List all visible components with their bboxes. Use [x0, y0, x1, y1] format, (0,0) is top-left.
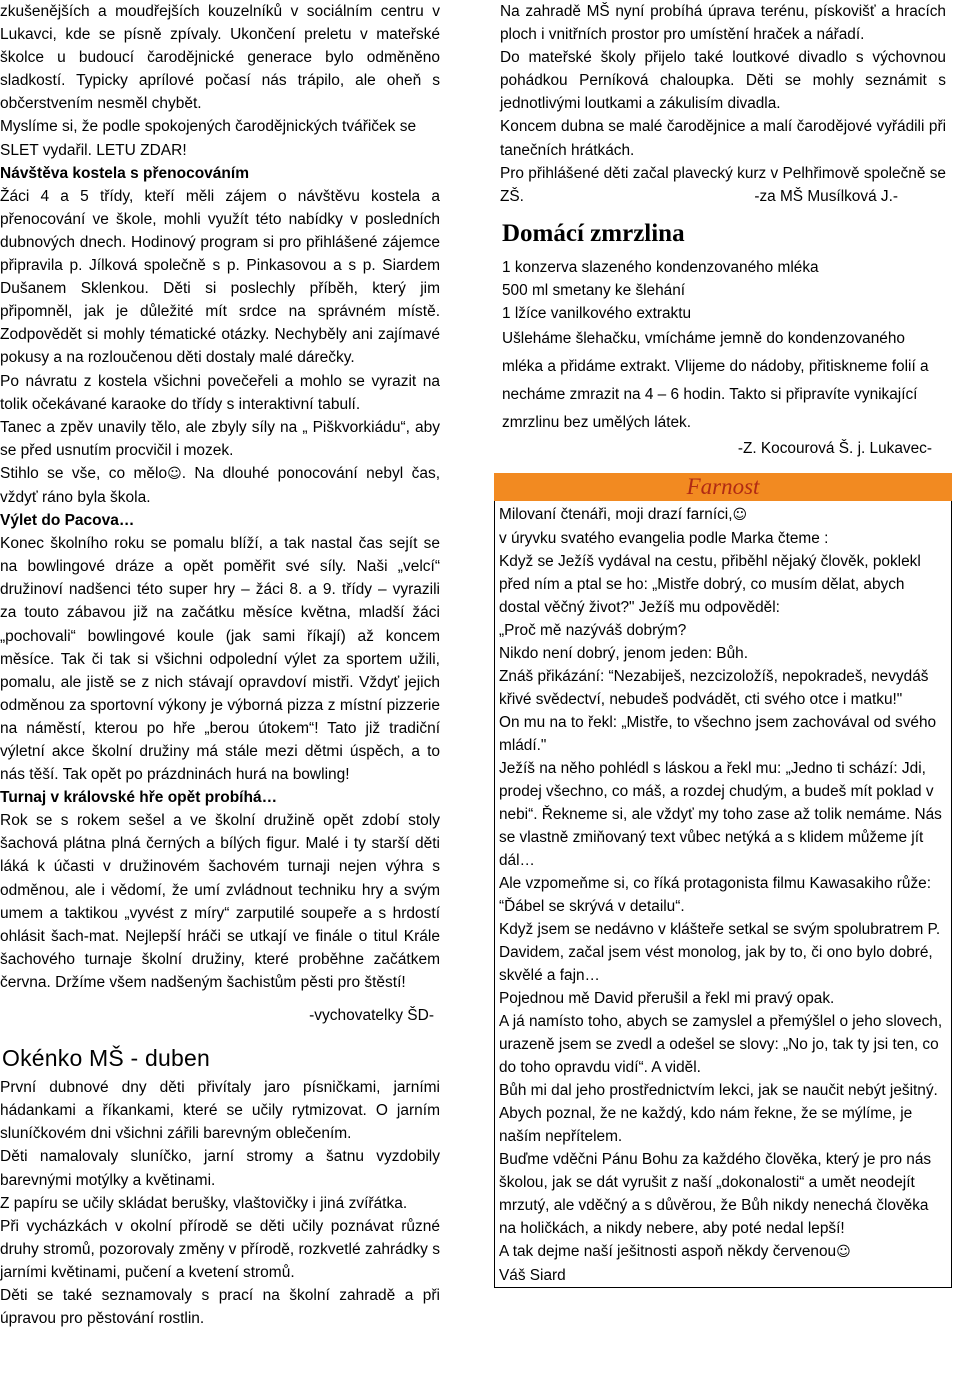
ms-section: [494, 0, 952, 208]
navsteva-paragraph-3: Tanec a zpěv unavily tělo, ale zbyly síly na „ Piškvorkiádu“, aby se před usnutím procvičil i mozek.: [0, 418, 440, 459]
intro-paragraph-1: zkušenějších a moudřejších kouzelníků v sociálním centru v Lukavci, kde se písně zpívaly. Ukončení preletu v mateřské školce u budoucí čarodějnické generace bylo odměněno sladkostí. Typicky aprílové počasí nás trápilo, ale oheň s občerstvením nesměl chybět.: [0, 3, 440, 113]
stihlo-text-after: . Na dlouhé ponocování nebyl čas, vždyť ráno byla škola.: [0, 464, 441, 506]
okenko-paragraph-3: Z papíru se učily skládat berušky, vlaštovičky i jiná zvířátka.: [0, 1194, 408, 1212]
ms-paragraph-1: Na zahradě MŠ nyní probíhá úprava terénu, pískovišť a hracích ploch i vnitřních prostor pro umístění hraček a nářadí.: [500, 3, 946, 44]
smiley-icon: ☺: [167, 465, 182, 482]
okenko-paragraph-5: Děti se také seznamovaly s prací na školní zahradě a při úpravou pro pěstování rostlin.: [0, 1286, 440, 1328]
zmrzlina-ingredient-3: 1 lžíce vanilkového extraktu: [502, 304, 692, 322]
stihlo-text-before: Stihlo se vše, co mělo: [0, 464, 168, 482]
farnost-line-9: “Ďábel se skrývá v detailu“.: [499, 897, 685, 915]
farnost-banner: Farnost: [494, 473, 952, 501]
intro-paragraph-2: Myslíme si, že podle spokojených čarodějnických tvářiček se SLET vydařil. LETU ZDAR!: [0, 118, 417, 159]
ms-paragraph-4: Pro přihlášené děti začal plavecký kurz v Pelhřimově společně se ZŠ.: [500, 164, 946, 205]
turnaj-signature: -vychovatelky ŠD-: [309, 1007, 434, 1025]
farnost-line-5: Znáš přikázání: “Nezabiješ, nezcizoložíš, nepokradeš, nevydáš křivé svědectví, nebudeš podvádět, cti svého otce i matku!": [499, 667, 929, 708]
farnost-greeting: [499, 503, 947, 527]
ms-paragraph-2: Do mateřské školy přijelo také loutkové divadlo s výchovnou pohádkou Perníková chaloupka. Děti se mohly seznámit s jednotlivými loutkami a zákulisím divadla.: [500, 49, 946, 113]
farnost-line-6: On mu na to řekl: „Mistře, to všechno jsem zachovával od svého mládí.": [499, 713, 937, 754]
farnost-line-2: Když se Ježíš vydával na cestu, přiběhl nějaký člověk, poklekl před ním a ptal se ho: „Mistře dobrý, co musím dělat, abych dostal věčný život?" Ježíš mu odpověděl:: [499, 552, 921, 616]
farnost-line-3: „Proč mě nazýváš dobrým?: [499, 621, 687, 639]
farnost-line-8: Ale vzpomeňme si, co říká protagonista filmu Kawasakiho růže:: [499, 874, 931, 892]
farnost-greeting-text: Milovaní čtenáři, moji drazí farníci,: [499, 505, 733, 523]
navsteva-heading: Návštěva kostela s přenocováním: [0, 164, 249, 182]
farnost-line-10: Když jsem se nedávno v klášteře setkal se svým spolubratrem P. Davidem, začal jsem vést monolog, jak by to, či ono bylo dobré, skvělé a fajn…: [499, 920, 941, 984]
farnost-line-13: Bůh mi dal jeho prostřednictvím lekci, jak se naučit nebýt ješitný. Abych poznal, že ne každý, kdo nám řekne, že se mýlíme, je naším nepřítelem.: [499, 1081, 938, 1145]
turnaj-paragraph: Rok se s rokem sešel a ve školní družině opět zdobí stoly šachová plátna plná černých a bílých figur. Malé i ty starší děti láká k účasti v družinovém šachovém turnaji nejen výhra s odměnou, ale i vědomí, že umí zvládnout techniku hry a svým umem a taktikou „vyvést z míry“ zarputilé soupeře a s hrdostí ohlásit šach-mat. Nejlepší hráči se utkají ve finále o titul Krále šachového turnaje školní družiny, které proběhne začátkem června. Držíme všem nadšeným šachistům pěsti pro štěstí!: [0, 812, 440, 991]
smiley-icon: ☺: [836, 1243, 851, 1260]
navsteva-paragraph-1: Žáci 4 a 5 třídy, kteří měli zájem o návštěvu kostela a přenocování ve škole, mohli využít této nabídky v posledních dubnových dnech. Hodinový program si pro přihlášené zájemce připravila p. Jílková společně s p. Pinkasovou a s p. Siardem Dušanem Sklenkou. Děti si poslechly příběh, který jim připomněl, jak je důležité mít srdce na správném místě. Zodpovědět si mohly tématické otázky. Nechyběly ani zajímavé pokusy a na rozloučenou děti dostaly malé dárečky.: [0, 187, 440, 367]
farnost-closing-text: A tak dejme naší ješitnosti aspoň někdy červenou: [499, 1242, 837, 1260]
farnost-line-14: Buďme vděčni Pánu Bohu za každého člověka, který je pro nás školou, jak se dát vyrušit z naší „dokonalosti“ a umět neodejít mrzutý, ale vděčný a s důvěrou, že Bůh nikdy nenechá člověka na holičkách, a nikdy nebere, aby poté nedal lepší!: [499, 1150, 932, 1237]
farnost-line-12: A já namísto toho, abych se zamyslel a přemýšlel o jeho slovech, urazeně jsem se zvedl a odešel se slovy: „No jo, tak ty jsi ten, co do toho opravdu vidí“. A vidĕl.: [499, 1012, 943, 1076]
stihlo-paragraph: [0, 462, 440, 509]
farnost-signature: Váš Siard: [499, 1266, 566, 1284]
farnost-line-1: v úryvku svatého evangelia podle Marka čteme :: [499, 529, 829, 547]
zmrzlina-method: Ušleháme šlehačku, vmícháme jemně do kondenzovaného mléka a přidáme extrakt. Vlijeme do nádoby, přitiskneme folií a necháme zmrazit na 4 – 6 hodin. Takto si připravíte vynikající zmrzlinu bez umělých látek.: [502, 329, 929, 431]
farnost-line-4: Nikdo není dobrý, jenom jeden: Bůh.: [499, 644, 748, 662]
farnost-closing: [499, 1240, 947, 1264]
turnaj-heading: Turnaj v královské hře opět probíhá…: [0, 789, 278, 807]
pacov-paragraph: Konec školního roku se pomalu blíží, a tak nastal čas sejít se na bowlingové dráze a opět poměřit své síly. Naši „velcí“ družinoví nadšenci této super hry – žáci 8. a 9. třídy – vyrazili za touto zábavou již na začátku měsíce května, mladší žáci „pochovali“ bowlingové koule (jak sami říkají) až koncem měsíce. Tak či tak si všichni odpolední výlet za sportem užili, pomalu, ale jistě se z nich stávají opravdoví mistři. Vždyť jejich odměnou za sportovní výkony je výborná pizza z místní pizzerie na náměstí, kterou po hře „berou útokem“! Tato již tradiční výletní akce školní družiny má stále mezi dětmi úspěch, a to nás těší. Tak opět po prázdninách hurá na bowling!: [0, 535, 440, 784]
okenko-title: Okénko MŠ - duben: [2, 1045, 210, 1072]
farnost-line-7: Ježíš na něho pohlédl s láskou a řekl mu: „Jedno ti schází: Jdi, prodej všechno, co máš, a rozdej chudým, a budeš mít poklad v nebi“. Řekneme si, ale vždyť my toho zase až tolik nemáme. Nás se vlastně zmiňovaný text vůbec netýká a s klidem můžeme jít dál…: [499, 759, 942, 869]
ms-signature: -za MŠ Musílková J.-: [754, 187, 898, 205]
zmrzlina-ingredient-1: 1 konzerva slazeného kondenzovaného mléka: [502, 258, 819, 276]
zmrzlina-section: [494, 256, 952, 460]
right-column: [494, 0, 952, 1288]
zmrzlina-title: Domácí zmrzlina: [502, 219, 685, 247]
farnost-line-11: Pojednou mě David přerušil a řekl mi pravý opak.: [499, 989, 835, 1007]
navsteva-paragraph-2: Po návratu z kostela všichni povečeřeli a mohlo se vyrazit na tolik očekávané karaoke do třídy s interaktivní tabulí.: [0, 372, 440, 413]
okenko-paragraph-2: Děti namalovaly sluníčko, jarní stromy a šatnu vyzdobily barevnými motýlky a květinami.: [0, 1148, 440, 1189]
zmrzlina-signature: -Z. Kocourová Š. j. Lukavec-: [737, 439, 932, 457]
farnost-box: [494, 501, 952, 1288]
smiley-icon: ☺: [732, 506, 748, 523]
ms-paragraph-3: Koncem dubna se malé čarodějnice a malí čarodějové vyřádili při tanečních hrátkách.: [500, 118, 946, 159]
pacov-heading: Výlet do Pacova…: [0, 512, 135, 530]
okenko-paragraph-1: První dubnové dny děti přivítaly jaro písničkami, jarními hádankami a říkankami, které se učily rytmizovat. O jarním sluníčkovém dni všichni zářili barevným oblečením.: [0, 1079, 440, 1143]
left-column: [0, 0, 440, 1330]
zmrzlina-ingredient-2: 500 ml smetany ke šlehání: [502, 281, 686, 299]
okenko-paragraph-4: Při vycházkách v okolní přírodě se děti učily poznávat různé druhy stromů, pozorovaly změny v přírodě, rozkvetlé zahrádky s jarními květinami, pučení a kvetení stromů.: [0, 1217, 440, 1281]
